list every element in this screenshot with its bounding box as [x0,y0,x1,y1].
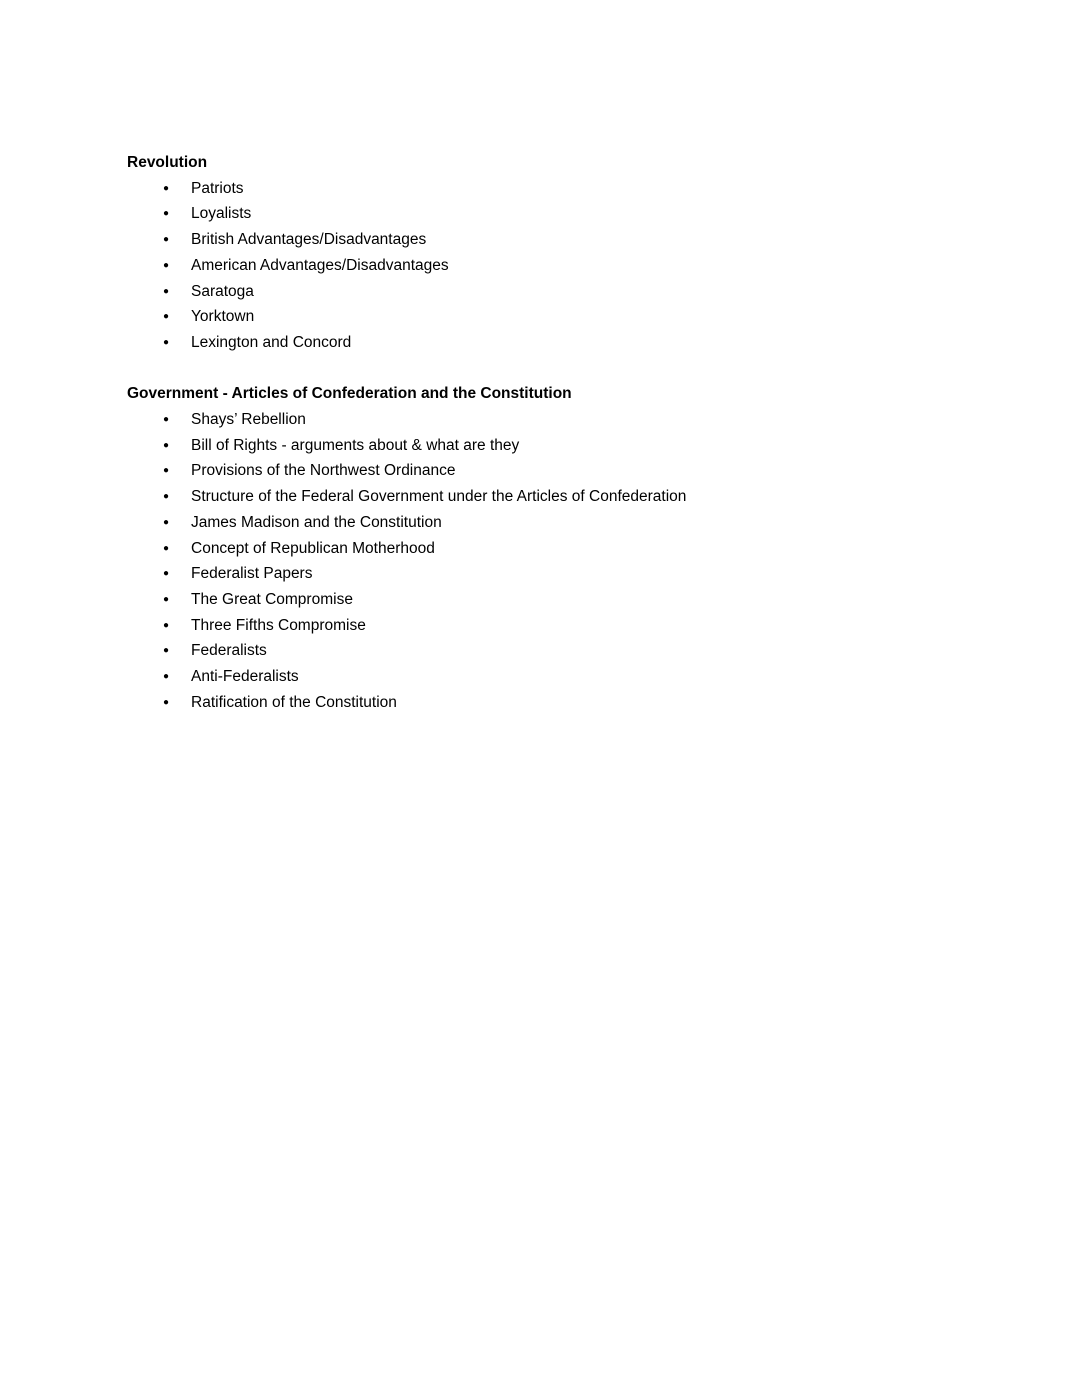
list-item: ● Structure of the Federal Government under the Articles of Confederation [127,484,990,510]
list-item: ● Anti-Federalists [127,664,990,690]
list-item: ● Shays’ Rebellion [127,407,990,433]
document-content [127,150,990,715]
list-item: ● Saratoga [127,279,990,305]
list-item: ● James Madison and the Constitution [127,510,990,536]
list-item: ● Loyalists [127,201,990,227]
section-title-government: Government - Articles of Confederation and the Constitution [127,385,572,403]
list-item: ● Federalists [127,638,990,664]
list-item: ● Federalist Papers [127,561,990,587]
list-item: ● The Great Compromise [127,587,990,613]
list-item: ● Concept of Republican Motherhood [127,536,990,562]
bullet-list-revolution [127,176,990,356]
list-item: ● British Advantages/Disadvantages [127,227,990,253]
list-item: ● Ratification of the Constitution [127,690,990,716]
section-government [127,381,990,715]
bullet-list-government [127,407,990,715]
section-revolution [127,150,990,356]
list-item: ● Bill of Rights - arguments about & what are they [127,433,990,459]
section-title-revolution: Revolution [127,154,208,171]
list-item: ● Yorktown [127,304,990,330]
list-item: ● Patriots [127,176,990,202]
list-item: ● Lexington and Concord [127,330,990,356]
list-item: ● Provisions of the Northwest Ordinance [127,458,990,484]
list-item: ● American Advantages/Disadvantages [127,253,990,279]
list-item: ● Three Fifths Compromise [127,613,990,639]
